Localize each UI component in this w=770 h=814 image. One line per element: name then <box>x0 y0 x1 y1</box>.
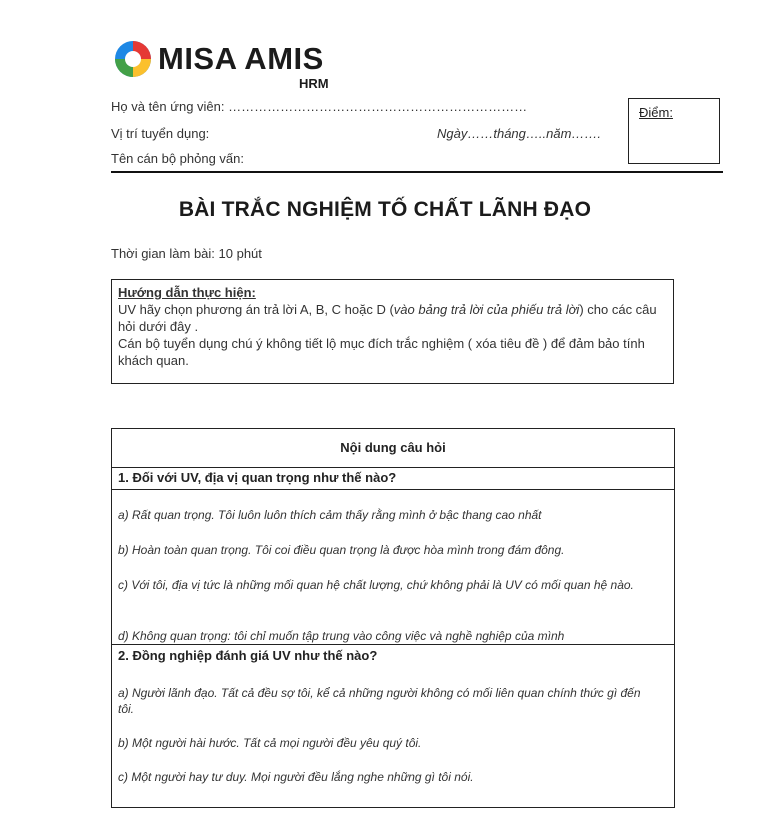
interviewer-field: Tên cán bộ phỏng vấn: <box>111 151 244 166</box>
candidate-name-field: Họ và tên ứng viên: …………………………………………………………… <box>111 99 528 114</box>
question-option: b) Một người hài hước. Tất cả mọi người đều yêu quý tôi. <box>118 736 422 750</box>
question-option: c) Một người hay tư duy. Mọi người đều lắng nghe những gì tôi nói. <box>118 770 474 784</box>
question-option: a) Rất quan trọng. Tôi luôn luôn thích cảm thấy rằng mình ở bậc thang cao nhất <box>118 508 542 522</box>
question-1 <box>112 467 674 643</box>
instructions-line-1: UV hãy chọn phương án trả lời A, B, C hoặc D (vào bảng trả lời của phiếu trả lời) cho các câu hỏi dưới đây . <box>118 302 657 334</box>
question-title: 1. Đối với UV, địa vị quan trọng như thế nào? <box>112 467 674 490</box>
score-box <box>628 98 720 164</box>
question-option: d) Không quan trọng: tôi chỉ muốn tập trung vào công việc và nghề nghiệp của mình <box>118 629 565 643</box>
position-field: Vị trí tuyển dụng: <box>111 126 210 141</box>
question-option: a) Người lãnh đạo. Tất cả đều sợ tôi, kể cả những người không có mối liên quan chính thức gì đến tôi. <box>118 686 641 716</box>
question-option: b) Hoàn toàn quan trọng. Tôi coi điều quan trọng là được hòa mình trong đám đông. <box>118 543 565 557</box>
question-table <box>111 428 675 808</box>
page-title: BÀI TRẮC NGHIỆM TỐ CHẤT LÃNH ĐẠO <box>178 198 592 221</box>
instructions-line-2: Cán bộ tuyển dụng chú ý không tiết lộ mục đích trắc nghiệm ( xóa tiêu đề ) để đảm bảo tính khách quan. <box>118 336 645 368</box>
brand-name: MISA AMIS <box>158 41 324 76</box>
question-2 <box>112 644 674 814</box>
question-title: 2. Đồng nghiệp đánh giá UV như thế nào? <box>118 648 378 663</box>
misa-logo-icon <box>113 39 153 79</box>
score-label: Điểm: <box>639 105 673 120</box>
brand-sub: HRM <box>299 76 329 91</box>
instructions-box <box>111 279 674 384</box>
instructions-heading: Hướng dẫn thực hiện: <box>118 285 256 300</box>
date-field: Ngày……tháng…..năm……. <box>437 126 602 141</box>
header-divider <box>111 171 723 173</box>
question-table-header: Nội dung câu hỏi <box>112 429 674 468</box>
question-option: c) Với tôi, địa vị tức là những mối quan hệ chất lượng, chứ không phải là UV có mối quan hệ nào. <box>118 578 634 592</box>
time-limit: Thời gian làm bài: 10 phút <box>111 246 262 261</box>
